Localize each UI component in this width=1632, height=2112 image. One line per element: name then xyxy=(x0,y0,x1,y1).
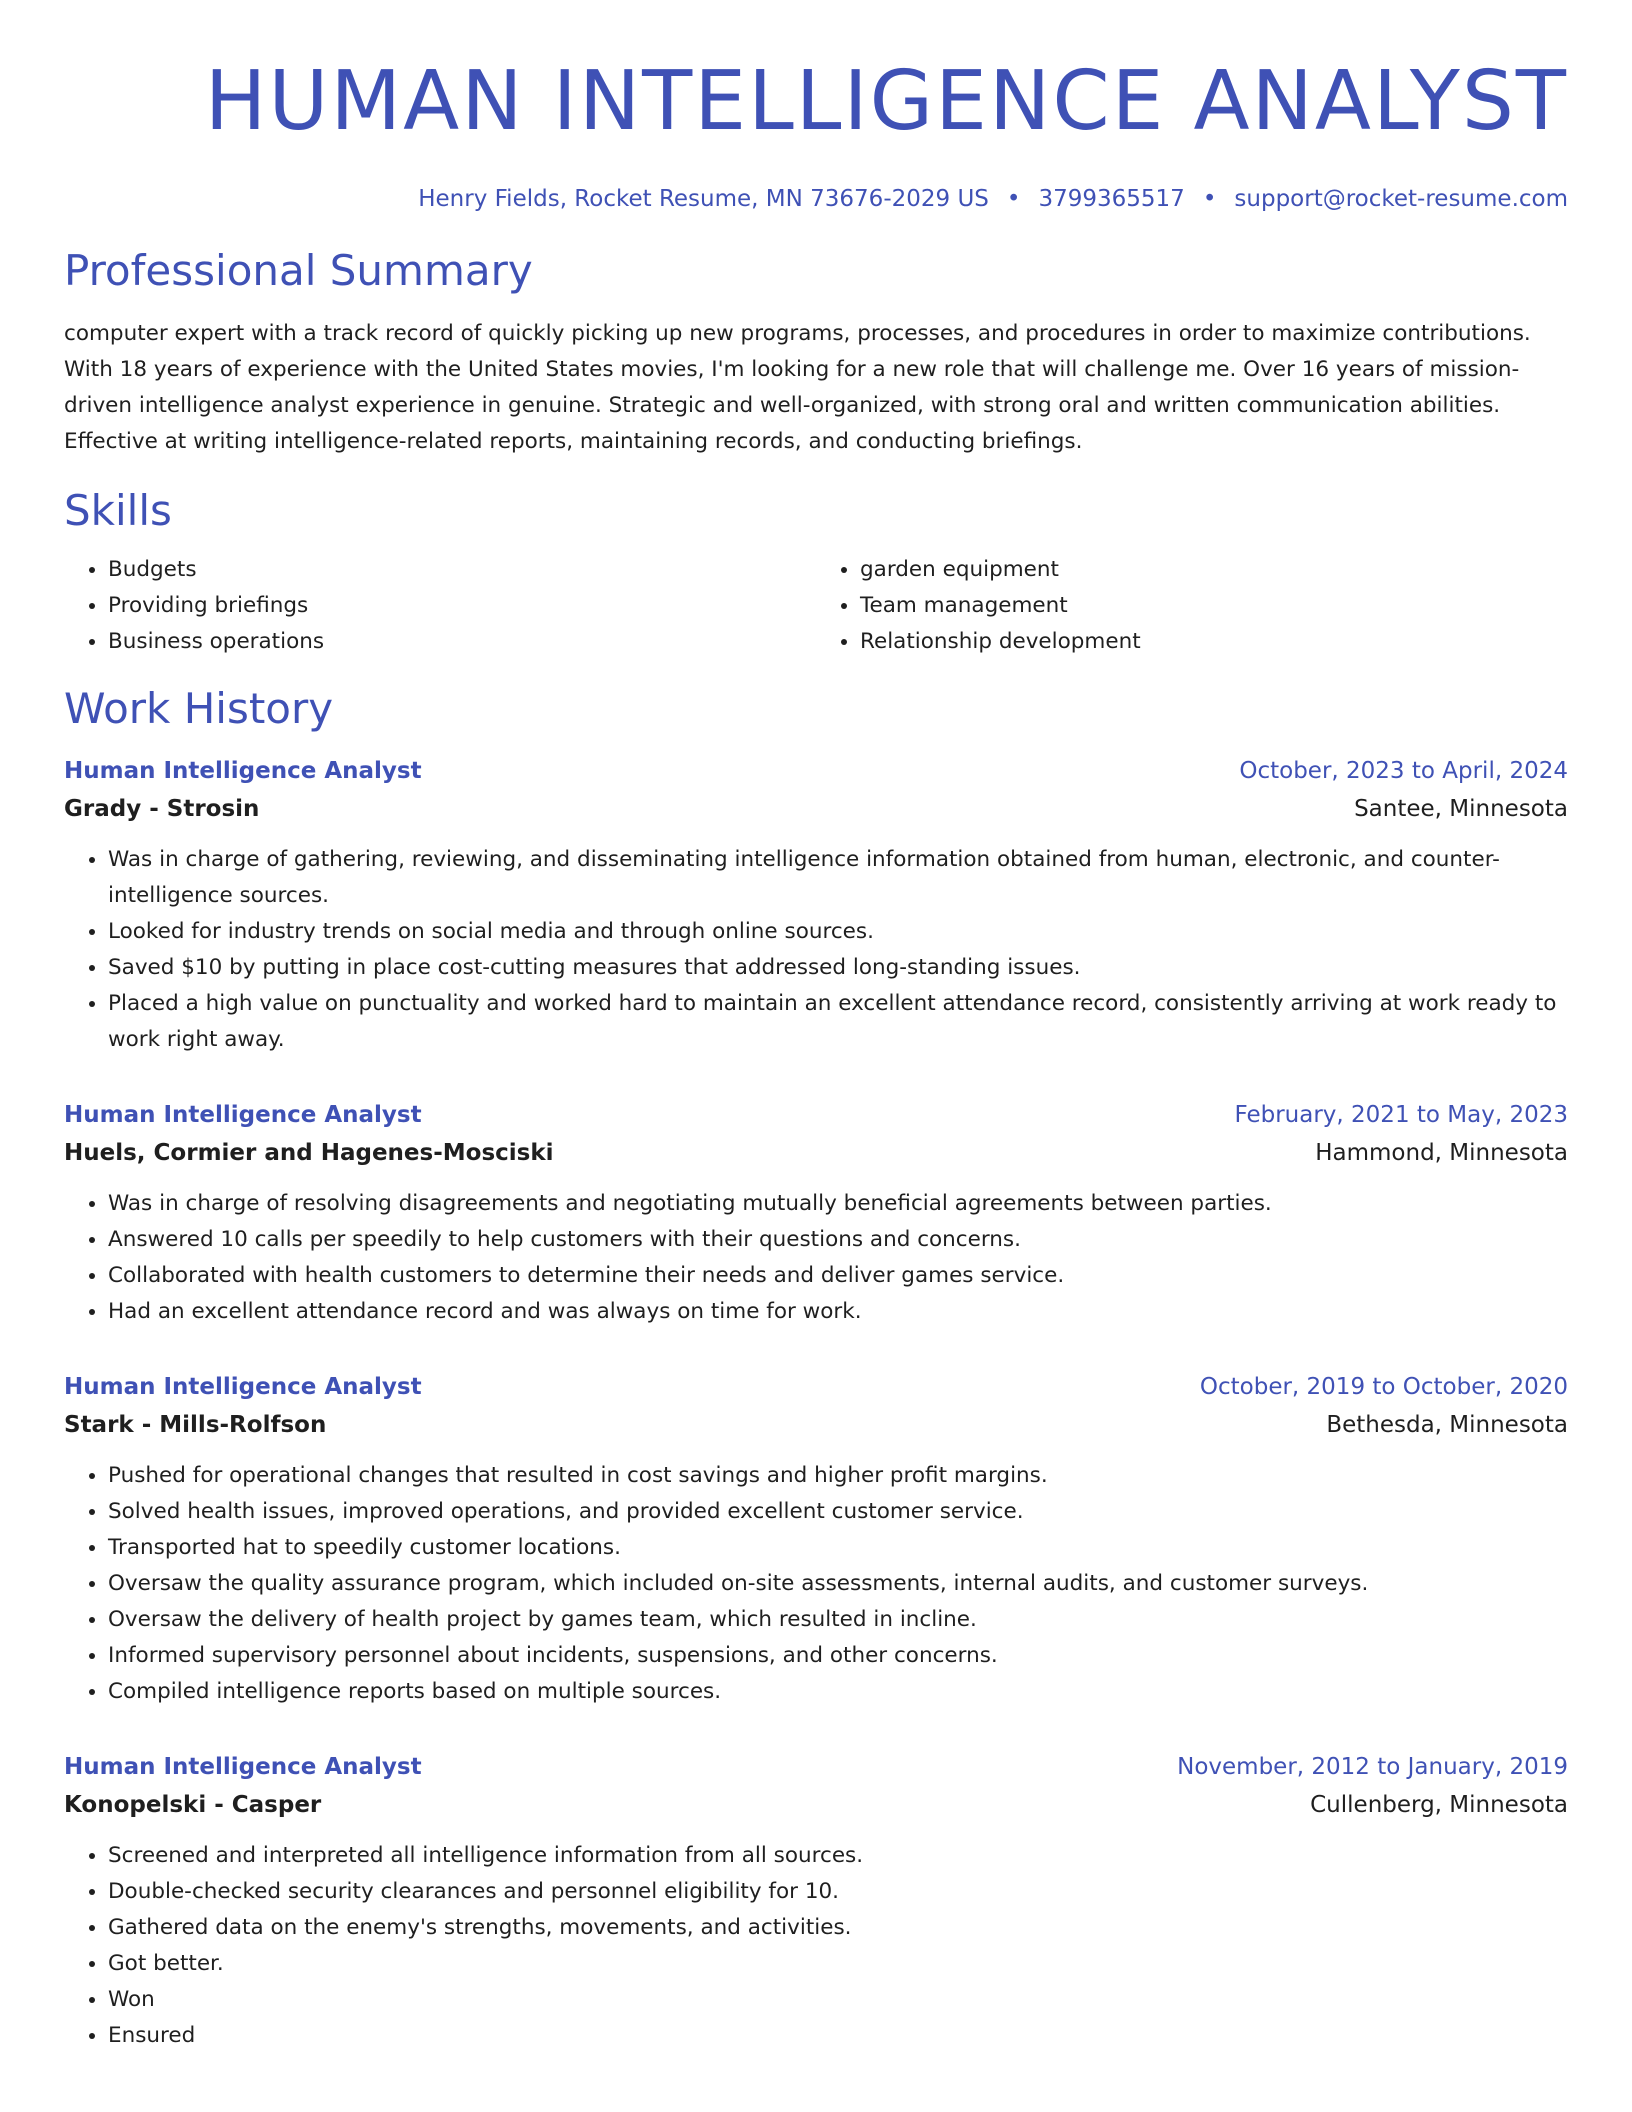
job-bullet: • Oversaw the delivery of health project by games team, which resulted in incline. xyxy=(108,1602,1568,1638)
skills-list xyxy=(64,552,1568,660)
job-entry xyxy=(64,752,1568,1058)
job-bullets xyxy=(64,1186,1568,1330)
job-entry xyxy=(64,1096,1568,1330)
job-company: Huels, Cormier and Hagenes-Mosciski xyxy=(64,1140,554,1166)
job-bullet: • Was in charge of gathering, reviewing, and disseminating intelligence information obtained from human, electronic, and counter-intelligence sources. xyxy=(108,842,1568,914)
resume-name: HUMAN INTELLIGENCE ANALYST xyxy=(204,54,1568,149)
job-bullet: • Collaborated with health customers to determine their needs and deliver games service. xyxy=(108,1258,1568,1294)
summary-text: computer expert with a track record of quickly picking up new programs, processes, and procedures in order to maximize contributions. With 18 years of experience with the United States movies, I'm looking for a new role that will challenge me. Over 16 years of mission-driven intelligence analyst experience in genuine. Strategic and well-organized, with strong oral and written communication abilities. Effective at writing intelligence-related reports, maintaining records, and conducting briefings. xyxy=(64,321,1531,454)
job-bullet: • Compiled intelligence reports based on multiple sources. xyxy=(108,1674,1568,1710)
contact-address: Henry Fields, Rocket Resume, MN 73676-2029 US xyxy=(418,186,989,212)
job-bullet: • Solved health issues, improved operations, and provided excellent customer service. xyxy=(108,1494,1568,1530)
job-bullet: • Double-checked security clearances and personnel eligibility for 10. xyxy=(108,1874,1568,1910)
section-title-summary: Professional Summary xyxy=(64,246,533,295)
job-location: Hammond, Minnesota xyxy=(1315,1140,1568,1166)
job-bullet: • Placed a high value on punctuality and worked hard to maintain an excellent attendance record, consistently arriving at work ready to work right away. xyxy=(108,986,1568,1058)
job-company: Grady - Strosin xyxy=(64,796,260,822)
contact-separator: • xyxy=(1202,186,1217,212)
job-entry xyxy=(64,1368,1568,1710)
job-bullet: • Saved $10 by putting in place cost-cutting measures that addressed long-standing issues. xyxy=(108,950,1568,986)
skill-item: • garden equipment xyxy=(860,552,1568,588)
section-title-work-history: Work History xyxy=(64,684,334,733)
job-entry xyxy=(64,1748,1568,2054)
skill-item: • Providing briefings xyxy=(108,588,816,624)
contact-email[interactable]: support@rocket-resume.com xyxy=(1234,186,1568,212)
job-bullet: • Screened and interpreted all intelligence information from all sources. xyxy=(108,1838,1568,1874)
job-location: Santee, Minnesota xyxy=(1354,796,1568,822)
job-dates: February, 2021 to May, 2023 xyxy=(1234,1102,1568,1128)
job-location: Cullenberg, Minnesota xyxy=(1310,1792,1568,1818)
job-bullets xyxy=(64,1838,1568,2054)
job-bullet: • Pushed for operational changes that resulted in cost savings and higher profit margins. xyxy=(108,1458,1568,1494)
skills-column-right xyxy=(816,552,1568,660)
job-bullet: • Answered 10 calls per speedily to help customers with their questions and concerns. xyxy=(108,1222,1568,1258)
job-title: Human Intelligence Analyst xyxy=(64,1374,422,1400)
job-title: Human Intelligence Analyst xyxy=(64,1102,422,1128)
contact-separator: • xyxy=(1006,186,1021,212)
job-bullet: • Had an excellent attendance record and was always on time for work. xyxy=(108,1294,1568,1330)
job-bullet: • Ensured xyxy=(108,2018,1568,2054)
skill-item: • Budgets xyxy=(108,552,816,588)
job-bullet: • Transported hat to speedily customer locations. xyxy=(108,1530,1568,1566)
job-bullet: • Gathered data on the enemy's strengths, movements, and activities. xyxy=(108,1910,1568,1946)
job-dates: October, 2019 to October, 2020 xyxy=(1199,1374,1568,1400)
job-bullets xyxy=(64,1458,1568,1710)
skill-item: • Relationship development xyxy=(860,624,1568,660)
skill-item: • Business operations xyxy=(108,624,816,660)
skills-column-left xyxy=(64,552,816,660)
job-title: Human Intelligence Analyst xyxy=(64,758,422,784)
job-dates: October, 2023 to April, 2024 xyxy=(1239,758,1568,784)
job-bullet: • Informed supervisory personnel about incidents, suspensions, and other concerns. xyxy=(108,1638,1568,1674)
contact-line xyxy=(64,184,1568,214)
job-location: Bethesda, Minnesota xyxy=(1326,1412,1568,1438)
job-company: Konopelski - Casper xyxy=(64,1792,322,1818)
resume-header xyxy=(64,0,1568,214)
job-company: Stark - Mills-Rolfson xyxy=(64,1412,327,1438)
job-bullet: • Got better. xyxy=(108,1946,1568,1982)
job-bullet: • Looked for industry trends on social media and through online sources. xyxy=(108,914,1568,950)
job-bullets xyxy=(64,842,1568,1058)
contact-phone: 3799365517 xyxy=(1038,186,1185,212)
job-title: Human Intelligence Analyst xyxy=(64,1754,422,1780)
section-title-skills: Skills xyxy=(64,486,172,535)
skill-item: • Team management xyxy=(860,588,1568,624)
job-dates: November, 2012 to January, 2019 xyxy=(1177,1754,1568,1780)
job-bullet: • Oversaw the quality assurance program, which included on-site assessments, internal audits, and customer surveys. xyxy=(108,1566,1568,1602)
job-bullet: • Won xyxy=(108,1982,1568,2018)
job-bullet: • Was in charge of resolving disagreements and negotiating mutually beneficial agreements between parties. xyxy=(108,1186,1568,1222)
